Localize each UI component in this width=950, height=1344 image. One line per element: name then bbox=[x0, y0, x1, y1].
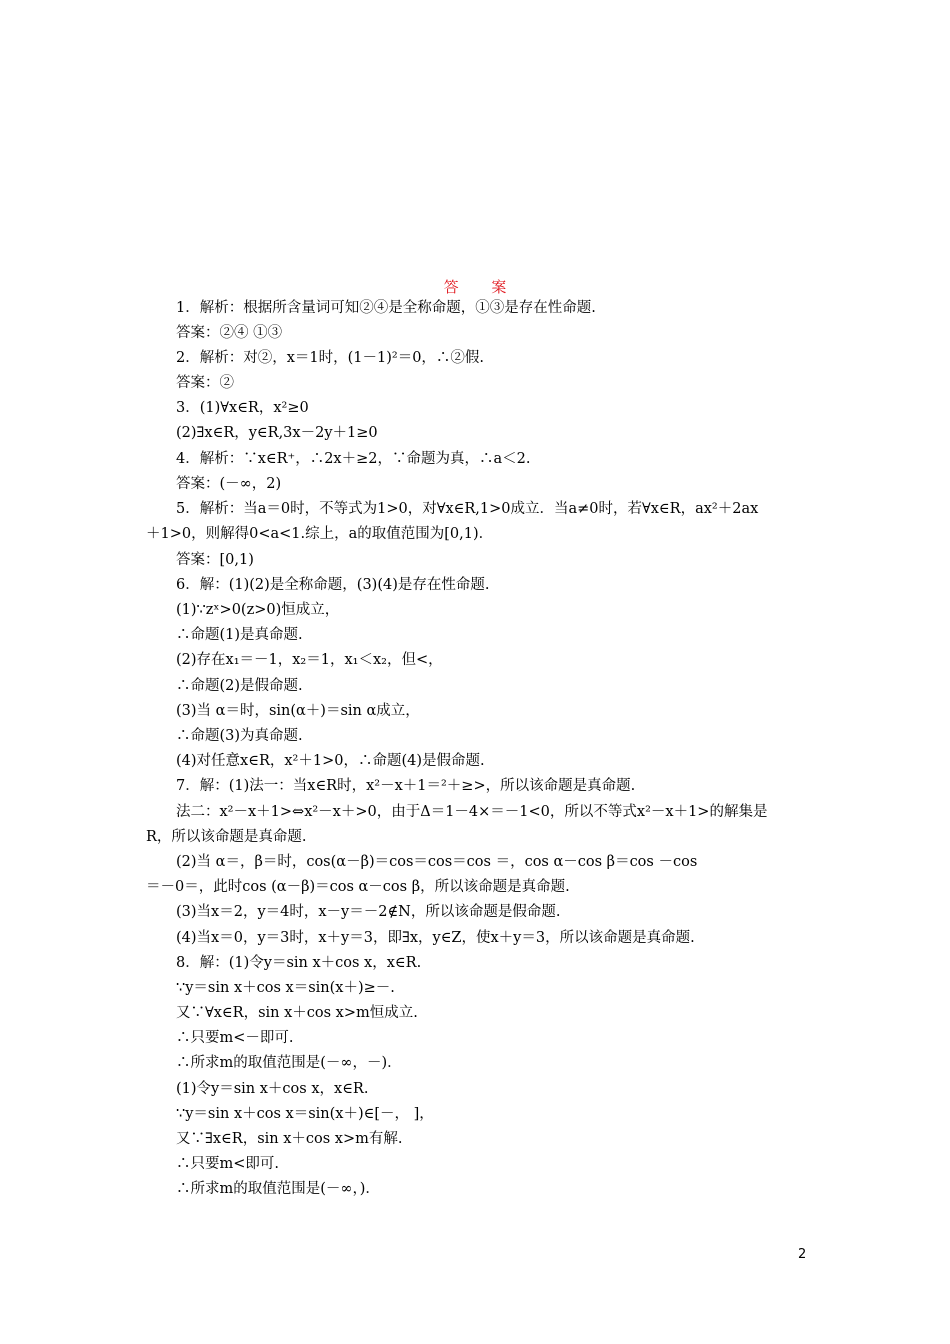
page-title: 答 案 bbox=[443, 278, 521, 296]
text-line: ∴所求m的取值范围是(－∞，－)． bbox=[176, 1055, 402, 1071]
text-line: ∴只要m<－即可. bbox=[176, 1030, 294, 1046]
text-line: 又∵∀x∈R，sin x＋cos x>m恒成立. bbox=[176, 1005, 418, 1021]
text-line: R，所以该命题是真命题. bbox=[146, 829, 307, 845]
text-line: 答案：② bbox=[176, 375, 234, 391]
text-line: (3)当 α＝时，sin(α＋)＝sin α成立， bbox=[176, 703, 420, 719]
text-line: 3．(1)∀x∈R，x²≥0 bbox=[176, 400, 309, 416]
text-line: 1．解析：根据所含量词可知②④是全称命题，①③是存在性命题. bbox=[176, 300, 596, 316]
text-line: 又∵∃x∈R，sin x＋cos x>m有解. bbox=[176, 1131, 403, 1147]
text-line: ∵y＝sin x＋cos x＝sin(x＋)≥－. bbox=[176, 980, 395, 996]
text-line: 法二：x²－x＋1>⇔x²－x＋>0，由于Δ＝1－4×＝－1<0，所以不等式x²－x＋1>的解集是 bbox=[176, 804, 768, 820]
text-line: ∴命题(2)是假命题. bbox=[176, 678, 303, 694]
text-line: 4．解析：∵x∈R⁺，∴2x＋≥2，∵命题为真，∴a＜2. bbox=[176, 451, 531, 467]
text-line: 7．解：(1)法一：当x∈R时，x²－x＋1＝²＋≥>，所以该命题是真命题. bbox=[176, 778, 636, 794]
text-line: (1)令y＝sin x＋cos x，x∈R. bbox=[176, 1081, 369, 1097]
text-line: (4)当x＝0，y＝3时，x＋y＝3，即∃x，y∈Z，使x＋y＝3，所以该命题是真命题. bbox=[176, 930, 695, 946]
text-line: ＋1>0，则解得0<a<1.综上，a的取值范围为[0,1)． bbox=[146, 526, 494, 542]
text-line: 5．解析：当a＝0时，不等式为1>0，对∀x∈R,1>0成立．当a≠0时，若∀x∈R，ax²＋2ax bbox=[176, 501, 759, 517]
text-line: (2)存在x₁＝－1，x₂＝1，x₁＜x₂，但<， bbox=[176, 652, 443, 668]
text-line: 答案：②④ ①③ bbox=[176, 325, 283, 341]
text-line: ∵y＝sin x＋cos x＝sin(x＋)∈[－， ]， bbox=[176, 1106, 434, 1122]
text-line: ∴所求m的取值范围是(－∞，)． bbox=[176, 1181, 380, 1197]
text-line: 8．解：(1)令y＝sin x＋cos x，x∈R. bbox=[176, 955, 422, 971]
text-line: 答案：[0,1) bbox=[176, 552, 254, 568]
text-line: (4)对任意x∈R，x²＋1>0，∴命题(4)是假命题. bbox=[176, 753, 485, 769]
text-line: ∴命题(3)为真命题. bbox=[176, 728, 303, 744]
text-line: (1)∵zˣ>0(z>0)恒成立， bbox=[176, 602, 340, 618]
text-line: (2)当 α＝，β＝时，cos(α－β)＝cos＝cos＝cos ＝，cos α－cos β＝cos －cos bbox=[176, 854, 698, 870]
text-line: 6．解：(1)(2)是全称命题，(3)(4)是存在性命题. bbox=[176, 577, 490, 593]
text-line: ＝－0＝，此时cos (α－β)＝cos α－cos β，所以该命题是真命题. bbox=[146, 879, 570, 895]
text-line: 答案：(－∞，2) bbox=[176, 476, 282, 492]
text-line: ∴命题(1)是真命题. bbox=[176, 627, 303, 643]
page-number: 2 bbox=[798, 1247, 807, 1262]
text-line: (2)∃x∈R，y∈R,3x－2y＋1≥0 bbox=[176, 425, 378, 441]
text-line: ∴只要m<即可. bbox=[176, 1156, 280, 1172]
text-line: 2．解析：对②，x＝1时，(1－1)²＝0，∴②假. bbox=[176, 350, 485, 366]
text-line: (3)当x＝2，y＝4时，x－y＝－2∉N，所以该命题是假命题. bbox=[176, 904, 561, 920]
